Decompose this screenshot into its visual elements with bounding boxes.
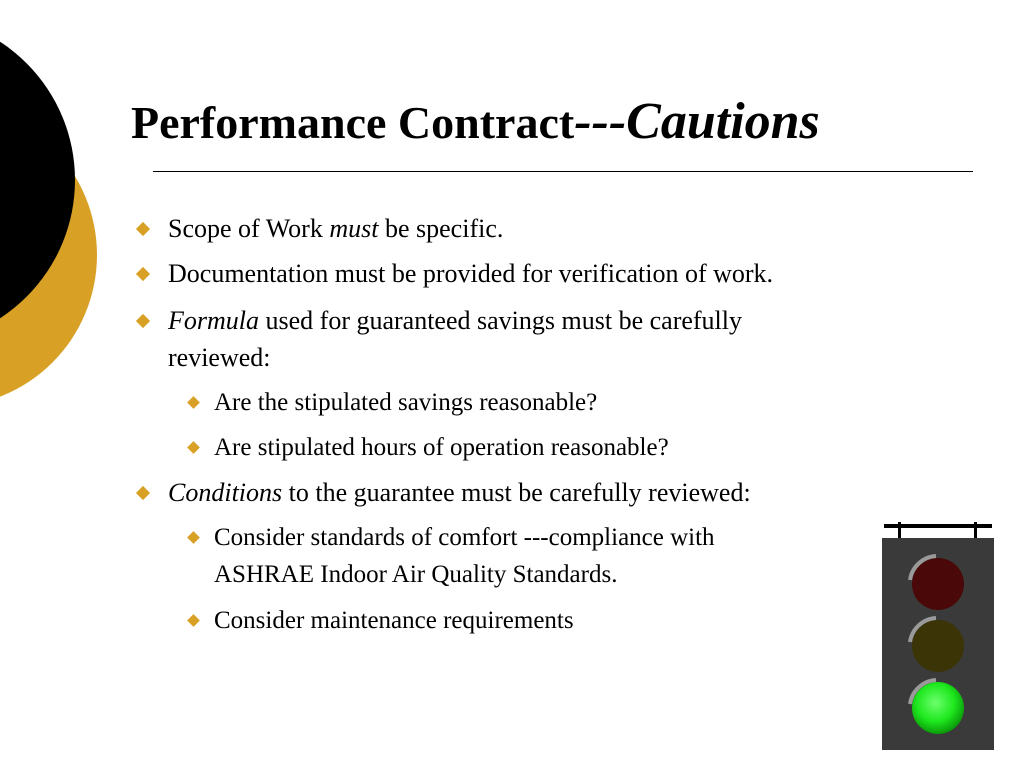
bullet-item — [168, 255, 773, 292]
diamond-bullet-icon — [187, 396, 200, 409]
bullet-text: Are the stipulated savings reasonable? — [214, 389, 598, 416]
bullet-text-rest: to the guarantee must be carefully reviewed: — [282, 478, 751, 507]
bullet-text: Consider standards of comfort ---compliance with — [214, 524, 715, 551]
diamond-bullet-icon — [187, 614, 200, 627]
bullet-text: Documentation must be provided for verification of work. — [168, 259, 774, 288]
bullet-item — [168, 302, 742, 376]
sub-bullet-item — [214, 429, 669, 466]
title-underline — [153, 171, 973, 172]
diamond-bullet-icon — [136, 486, 150, 500]
bullet-text-line2: reviewed: — [168, 343, 271, 372]
diamond-bullet-icon — [136, 267, 150, 281]
red-lamp — [912, 558, 964, 610]
diamond-bullet-icon — [187, 531, 200, 544]
bullet-text-rest: be specific. — [378, 214, 504, 243]
bullet-item — [168, 210, 503, 247]
title-separator: --- — [574, 93, 627, 150]
bullet-emphasis: Conditions — [168, 478, 283, 507]
bullet-text: Consider maintenance requirements — [214, 607, 574, 634]
bullet-text: Scope of Work — [168, 214, 330, 243]
bullet-text-rest: used for guaranteed savings must be carefully — [259, 306, 743, 335]
bullet-text-line2: ASHRAE Indoor Air Quality Standards. — [214, 561, 618, 588]
diamond-bullet-icon — [187, 441, 200, 454]
sub-bullet-item — [214, 384, 597, 421]
traffic-light-icon — [882, 522, 994, 750]
yellow-lamp — [912, 620, 964, 672]
title-main: Performance Contract — [131, 97, 575, 148]
bullet-item — [168, 474, 751, 511]
diamond-bullet-icon — [136, 314, 150, 328]
sub-bullet-item — [214, 602, 574, 639]
title-accent: Cautions — [626, 93, 820, 150]
bullet-emphasis: must — [329, 214, 379, 243]
slide-title — [131, 92, 820, 153]
bullet-emphasis: Formula — [168, 306, 259, 335]
bullet-text: Are stipulated hours of operation reasonable? — [214, 434, 669, 461]
diamond-bullet-icon — [136, 222, 150, 236]
decorative-circles — [0, 0, 110, 420]
sub-bullet-item — [214, 519, 715, 593]
green-lamp — [912, 682, 964, 734]
